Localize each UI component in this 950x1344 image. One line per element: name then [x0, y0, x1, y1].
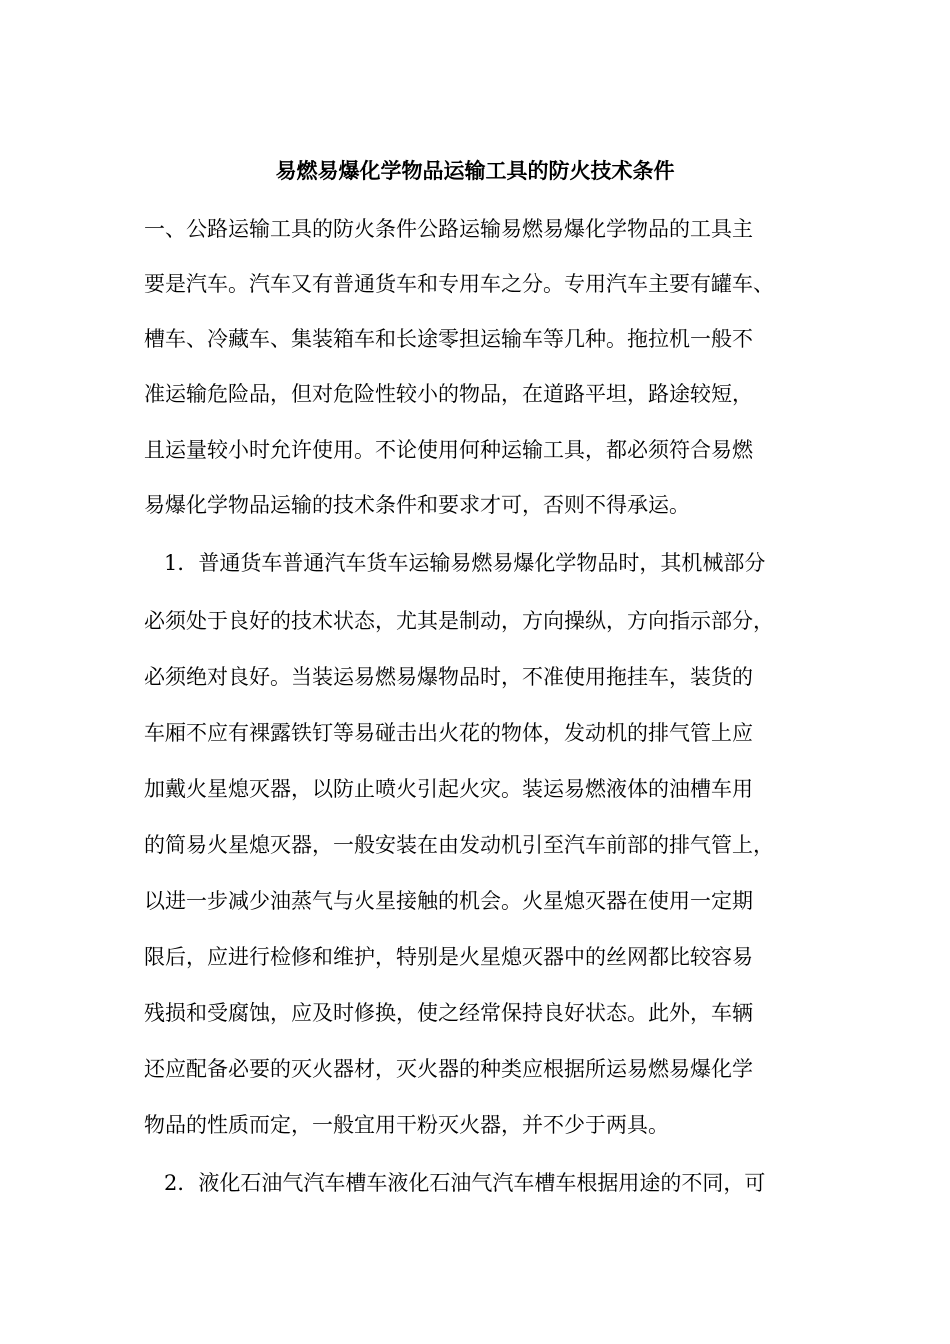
text-line: 1．普通货车普通汽车货车运输易燃易爆化学物品时，其机械部分 — [164, 551, 766, 575]
text-line: 还应配备必要的灭火器材，灭火器的种类应根据所运易燃易爆化学 — [144, 1057, 753, 1081]
text-line: 且运量较小时允许使用。不论使用何种运输工具，都必须符合易燃 — [144, 438, 753, 462]
text-line: 加戴火星熄灭器，以防止喷火引起火灾。装运易燃液体的油槽车用 — [144, 777, 753, 801]
text-line: 准运输危险品，但对危险性较小的物品，在道路平坦，路途较短， — [144, 382, 753, 406]
text-line: 必须绝对良好。当装运易燃易爆物品时，不准使用拖挂车，装货的 — [144, 665, 753, 689]
text-line: 槽车、冷藏车、集装箱车和长途零担运输车等几种。拖拉机一般不 — [144, 327, 753, 351]
text-line: 以进一步减少油蒸气与火星接触的机会。火星熄灭器在使用一定期 — [144, 889, 753, 913]
text-line: 车厢不应有裸露铁钉等易碰击出火花的物体，发动机的排气管上应 — [144, 721, 753, 745]
document-title: 易燃易爆化学物品运输工具的防火技术条件 — [275, 158, 675, 183]
text-line: 残损和受腐蚀，应及时修换，使之经常保持良好状态。此外，车辆 — [144, 1001, 753, 1025]
text-line: 必须处于良好的技术状态，尤其是制动，方向操纵，方向指示部分， — [144, 609, 774, 633]
text-line: 易爆化学物品运输的技术条件和要求才可，否则不得承运。 — [144, 493, 690, 517]
text-line: 要是汽车。汽车又有普通货车和专用车之分。专用汽车主要有罐车、 — [144, 272, 774, 296]
text-line: 限后，应进行检修和维护，特别是火星熄灭器中的丝网都比较容易 — [144, 945, 753, 969]
text-line: 的简易火星熄灭器，一般安装在由发动机引至汽车前部的排气管上， — [144, 833, 774, 857]
text-line: 物品的性质而定，一般宜用干粉灭火器，并不少于两具。 — [144, 1113, 669, 1137]
text-line: 一、公路运输工具的防火条件公路运输易燃易爆化学物品的工具主 — [144, 217, 753, 241]
text-line: 2．液化石油气汽车槽车液化石油气汽车槽车根据用途的不同，可 — [164, 1171, 766, 1195]
